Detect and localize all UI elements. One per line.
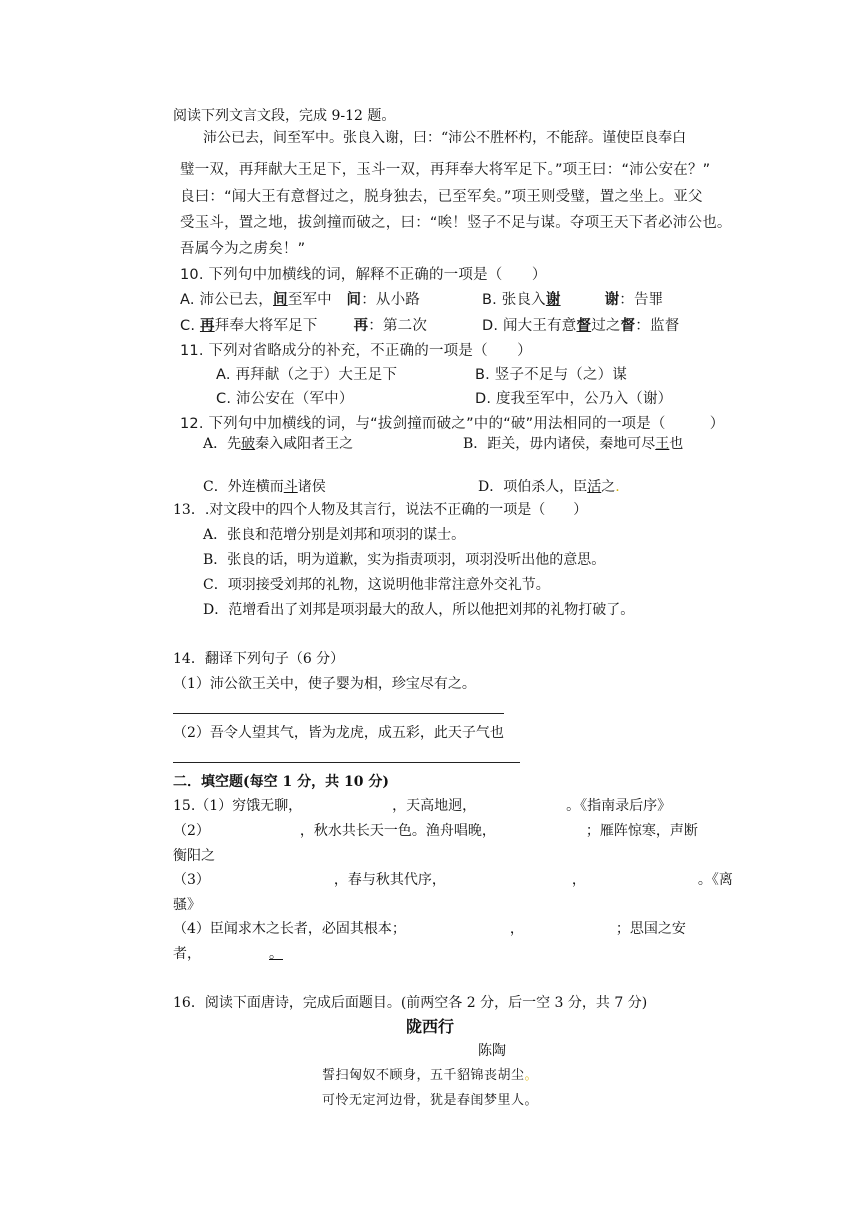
- q10-option-b: B. 张良入谢 谢：告罪: [482, 292, 664, 308]
- poem-line-2: 可怜无定河边骨，犹是春闺梦里人。: [321, 1093, 538, 1108]
- reading-intro: 阅读下列文言文段，完成 9-12 题。: [173, 108, 396, 124]
- q15-line-3: 衡阳之: [173, 848, 215, 864]
- q13-option-a: A．张良和范增分别是刘邦和项羽的谋士。: [203, 527, 466, 543]
- q12-option-a: A．先破秦入咸阳者王之: [203, 436, 354, 452]
- q15-line-5: 骚》: [173, 897, 201, 913]
- q10-option-d: D. 闻大王有意督过之督：监督: [482, 318, 680, 334]
- q16-stem: 16．阅读下面唐诗，完成后面题目。(前两空各 2 分，后一空 3 分，共 7 分): [173, 995, 648, 1011]
- poem-author: 陈陶: [478, 1043, 506, 1059]
- q11-option-c: C. 沛公安在（军中）: [216, 391, 354, 407]
- q10-option-c: C. 再拜奉大将军足下 再：第二次: [180, 318, 428, 334]
- q11-option-b: B. 竖子不足与（之）谋: [475, 367, 628, 383]
- passage-line-2: 璧一双，再拜献大王足下，玉斗一双，再拜奉大将军足下。”项王曰：“沛公安在？”: [180, 162, 711, 178]
- q13-stem: 13．.对文段中的四个人物及其言行，说法不正确的一项是（ ）: [173, 502, 588, 518]
- q12-stem: 12. 下列句中加横线的词，与“拔剑撞而破之”中的“破”用法相同的一项是（ ）: [180, 416, 725, 432]
- q13-option-b: B．张良的话，明为道歉，实为指责项羽，项羽没听出他的意思。: [203, 552, 606, 568]
- q15-line-1: 15.（1）穷饿无聊， ，天高地迥， 。《指南录后序》: [173, 798, 672, 814]
- passage-line-5: 吾属今为之虏矣！”: [180, 241, 306, 257]
- poem-line-1: 誓扫匈奴不顾身，五千貂锦丧胡尘。: [321, 1068, 539, 1083]
- poem-title: 陇西行: [405, 1017, 454, 1036]
- q11-option-a: A. 再拜献（之于）大王足下: [216, 367, 398, 383]
- q13-option-d: D．范增看出了刘邦是项羽最大的敌人，所以他把刘邦的礼物打破了。: [203, 602, 635, 618]
- q11-stem: 11. 下列对省略成分的补充，不正确的一项是（ ）: [180, 343, 532, 359]
- q12-option-d: D．项伯杀人，臣活之.: [478, 479, 620, 495]
- q12-option-b: B．距关，毋内诸侯，秦地可尽王也: [463, 436, 684, 452]
- q14-stem: 14．翻译下列句子（6 分）: [173, 651, 345, 667]
- q15-line-4: （3） ，春与秋其代序， ， 。《离: [173, 872, 733, 888]
- answer-line-1[interactable]: [173, 713, 504, 714]
- section-2-heading: 二．填空题(每空 1 分，共 10 分): [173, 774, 389, 790]
- passage-line-3: 良曰：“闻大王有意督过之，脱身独去，已至军矣。”项王则受璧，置之坐上。亚父: [180, 189, 703, 205]
- q15-line-7: 者， 。: [173, 946, 283, 962]
- q10-option-a: A. 沛公已去，间至军中 间：从小路: [180, 292, 421, 308]
- q13-option-c: C．项羽接受刘邦的礼物，这说明他非常注意外交礼节。: [203, 577, 550, 593]
- q12-option-c: C．外连横而斗诸侯: [203, 479, 326, 495]
- passage-line-1: 沛公已去，间至军中。张良入谢，曰：“沛公不胜杯杓，不能辞。谨使臣良奉白: [203, 130, 687, 146]
- passage-line-4: 受玉斗，置之地，拔剑撞而破之，曰：“唉！竖子不足与谋。夺项王天下者必沛公也。: [180, 215, 732, 231]
- q15-line-2: （2） ，秋水共长天一色。渔舟唱晚， ；雁阵惊寒，声断: [173, 823, 698, 839]
- q15-line-6: （4）臣闻求木之长者，必固其根本； ， ；思国之安: [173, 921, 686, 937]
- q14-sentence-1: （1）沛公欲王关中，使子婴为相，珍宝尽有之。: [173, 676, 476, 692]
- answer-line-2[interactable]: [173, 762, 520, 763]
- q14-sentence-2: （2）吾令人望其气，皆为龙虎，成五彩，此天子气也: [173, 725, 504, 741]
- q11-option-d: D. 度我至军中，公乃入（谢）: [475, 391, 673, 407]
- q10-stem: 10. 下列句中加横线的词，解释不正确的一项是（ ）: [180, 267, 547, 283]
